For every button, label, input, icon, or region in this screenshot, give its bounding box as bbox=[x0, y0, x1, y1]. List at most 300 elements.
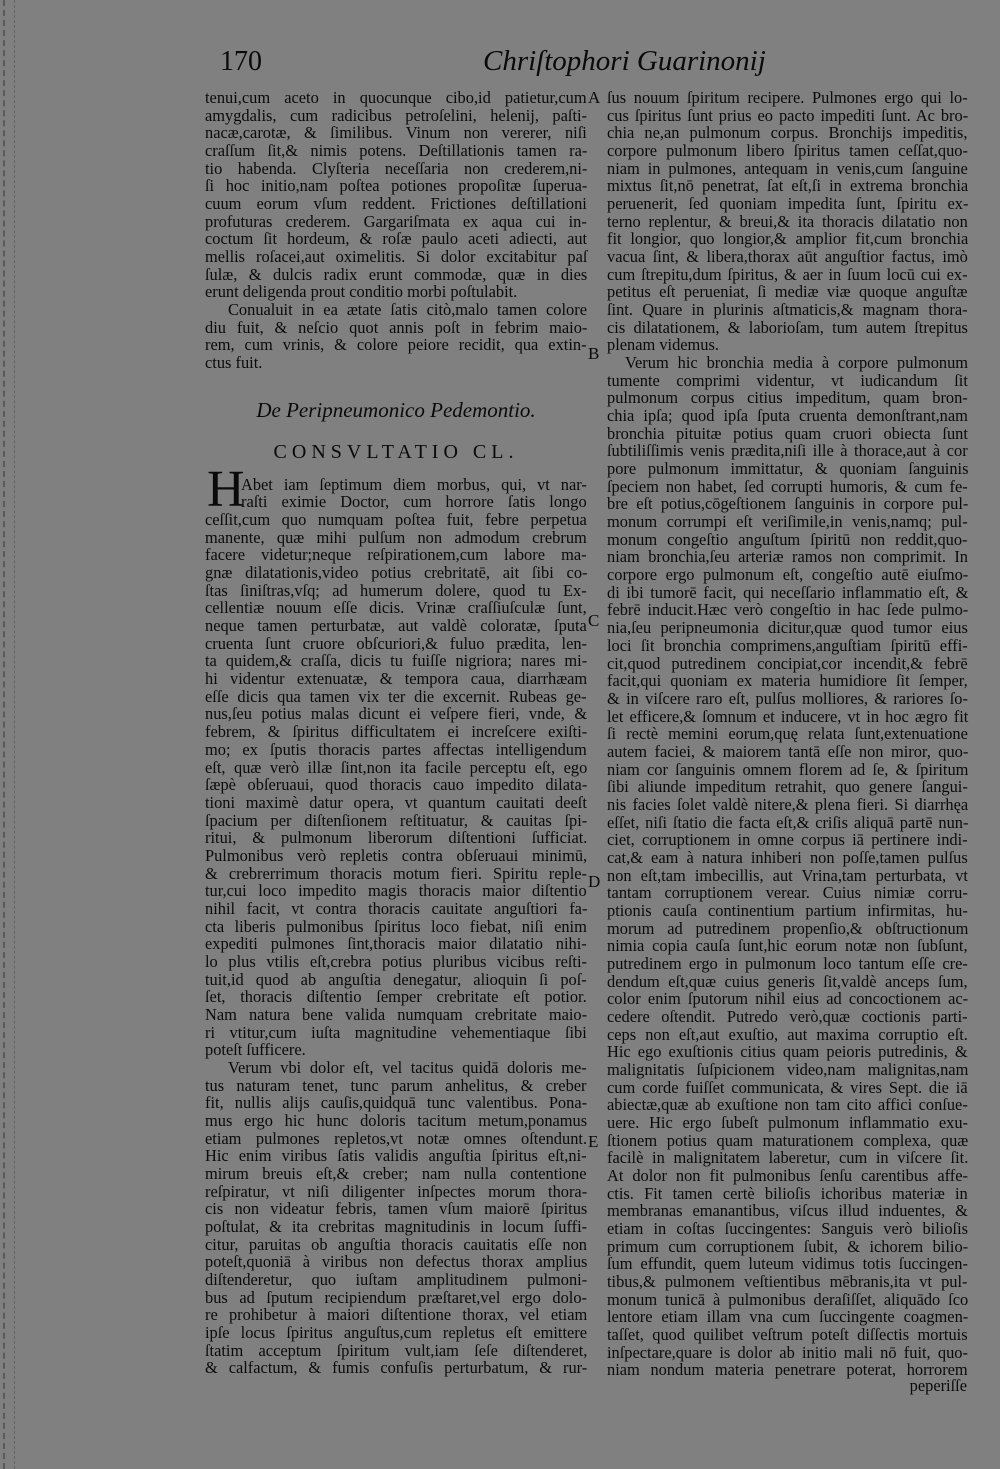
text-line bbox=[205, 652, 587, 670]
text-line-content: gnæ dilatationis,video potius crebritatē, ait ſibi co- bbox=[205, 563, 588, 583]
text-line bbox=[607, 708, 968, 726]
text-line bbox=[205, 1041, 587, 1059]
text-line bbox=[607, 1220, 968, 1238]
text-line-content: ſtionem potius quam maturationem complexa, quæ bbox=[607, 1130, 969, 1150]
text-line bbox=[607, 566, 968, 584]
text-line bbox=[607, 319, 968, 337]
text-line-content: taſſet, quod quilibet veſtrum poteſt diſſectis mortuis bbox=[607, 1325, 968, 1345]
text-line-content: morum ad putredinem propenſio,& obſtructionum bbox=[607, 918, 969, 938]
text-line-content: inſpectare,quare is dolor ab initio mali nō fuit, quo- bbox=[607, 1342, 968, 1362]
text-line-content: cum corde fuiſſet communicata, & vires Sept. die iā bbox=[607, 1077, 968, 1097]
text-line-content: eſt, quæ verò illæ ſint,non ita facile perceptu eſt, ego bbox=[205, 757, 588, 777]
text-line-content: cedere oſtendit. Putredo verò,quæ coctionis parti- bbox=[607, 1006, 968, 1026]
text-line bbox=[607, 354, 968, 372]
text-line-content: ſi rectè memini eorum,quę relata ſunt,extenuatione bbox=[607, 724, 968, 744]
text-line bbox=[607, 796, 968, 814]
text-line-content: & calfactum, & fumis confuſis perturbatum, & rur- bbox=[205, 1358, 588, 1378]
text-line bbox=[607, 548, 968, 566]
text-line bbox=[607, 937, 968, 955]
text-line bbox=[205, 935, 587, 953]
text-line bbox=[205, 829, 587, 847]
text-line bbox=[205, 529, 587, 547]
text-line bbox=[205, 812, 587, 830]
text-line-content: ſibi aliunde impeditum retrahit, quo genere ſangui- bbox=[607, 777, 968, 797]
text-line bbox=[607, 1043, 968, 1061]
text-line-content: tantam corruptionem verear. Cuius nimiæ corru- bbox=[607, 883, 968, 903]
text-line bbox=[205, 688, 587, 706]
text-line bbox=[607, 1079, 968, 1097]
text-line bbox=[205, 971, 587, 989]
text-line-content: cit,quod putredinem concipiat,cor incendit,& febrē bbox=[607, 653, 968, 673]
text-line-content: nacæ,carotæ, & ſimilibus. Vinum non vererer, niſi bbox=[205, 123, 587, 143]
text-line-content: ſubtiliſſimis venis prædita,niſi ille à thorace,aut à cor bbox=[607, 441, 968, 461]
text-line bbox=[607, 1326, 968, 1344]
text-line-content: color enim ſputorum nihil eius ad concoctionem ac- bbox=[607, 989, 969, 1009]
text-line bbox=[607, 1344, 968, 1362]
text-line bbox=[607, 283, 968, 301]
text-line bbox=[205, 918, 587, 936]
text-line bbox=[607, 495, 968, 513]
text-line bbox=[607, 973, 968, 991]
text-line-content: febrē inducit.Hæc verò congeſtio in hac ſede pulmo- bbox=[607, 600, 969, 620]
text-line bbox=[607, 761, 968, 779]
text-line-content: mus ergo hic hunc doloris tacitum metum,ponamus bbox=[205, 1110, 588, 1130]
paragraph bbox=[205, 476, 587, 1059]
text-line bbox=[607, 407, 968, 425]
text-line-content: ta quidem,& craſſa, dicis tu fuiſſe nigriora; nares mi- bbox=[205, 651, 588, 671]
text-line bbox=[205, 1165, 587, 1183]
text-line bbox=[607, 389, 968, 407]
text-line-content: Verum vbi dolor eſt, vel tacitus quidā doloris me- bbox=[228, 1057, 587, 1077]
text-line bbox=[205, 142, 587, 160]
text-line bbox=[205, 1218, 587, 1236]
text-line-content: vacua ſint, & libera,thorax aūt anguſtior factus, imò bbox=[607, 247, 968, 267]
text-line-content: ſus nouum ſpiritum recipere. Pulmones ergo qui lo- bbox=[607, 88, 968, 107]
text-line-content: ſpacium per diſtenſionem reſtituatur, & cauitas ſpi- bbox=[205, 810, 588, 830]
text-line bbox=[205, 1059, 587, 1077]
text-line-content: febrem, & ſpiritus difficultatem ei increſcere exiſti- bbox=[205, 722, 588, 742]
text-line bbox=[607, 1167, 968, 1185]
text-line bbox=[205, 1342, 587, 1360]
text-line bbox=[205, 670, 587, 688]
text-line-content: hi videntur extenuatæ, & tempora caua, diarrhæam bbox=[205, 669, 588, 689]
text-line-content: poteſt ſufficere. bbox=[205, 1040, 306, 1060]
text-line bbox=[607, 1026, 968, 1044]
text-line-content: ſtatim acceptum ſpiritum vult,iam ſeſe diſtenderet, bbox=[205, 1340, 588, 1360]
text-line bbox=[607, 1291, 968, 1309]
text-line-content: niam bronchia,ſeu arteriæ ramos non comprimit. In bbox=[607, 547, 969, 567]
text-line-content: Nam natura bene valida numquam crebritate maio- bbox=[205, 1004, 588, 1024]
text-line-content: chia ipſa; quod ipſa ſputa cruenta demonſtrant,nam bbox=[607, 406, 968, 426]
text-line bbox=[205, 1094, 587, 1112]
text-line-content: cum ſtrepitu,dum ſpiritus, & aer in ſuum locū cui ex- bbox=[607, 264, 968, 284]
consultation-number: CONSVLTATIO CL. bbox=[273, 440, 519, 463]
text-line-content: manente, quæ mihi pulſum non admodum crebrum bbox=[205, 527, 587, 547]
text-line-content: facit,qui quoniam ex materia humidiore ſit ſemper, bbox=[607, 671, 968, 691]
text-line bbox=[205, 1130, 587, 1148]
margin-letter: A bbox=[588, 88, 601, 107]
text-line-content: niam in pulmones, antequam in venis,cum ſanguine bbox=[607, 158, 968, 178]
text-line-content: tus naturam tenet, tunc parum anhelitus, & creber bbox=[205, 1075, 587, 1095]
text-line bbox=[205, 476, 587, 494]
text-line-content: ſet, thoracis diſtentio ſemper crebritate eſt potior. bbox=[205, 987, 587, 1007]
text-line-content: ſulæ, & dulcis radix erunt commodæ, quæ in dies bbox=[205, 264, 588, 284]
text-line bbox=[607, 195, 968, 213]
text-line bbox=[205, 1077, 587, 1095]
text-line-content: dendum eſt,quæ cuius generis ſit,valdè anceps ſum, bbox=[607, 971, 968, 991]
text-line bbox=[607, 814, 968, 832]
text-line bbox=[607, 107, 968, 125]
paragraph bbox=[607, 89, 968, 354]
text-line bbox=[607, 160, 968, 178]
text-line bbox=[607, 1238, 968, 1256]
text-line-content: diſtenderetur, quo iuſtam amplitudinem pulmoni- bbox=[205, 1269, 588, 1289]
text-line-content: pulmonum corpus citius impeditum, quam bron- bbox=[607, 388, 968, 408]
text-line bbox=[607, 301, 968, 319]
paragraph bbox=[205, 89, 587, 301]
text-line-content: let efficere,& ſomnum et inducere, vt in hoc ægro fit bbox=[607, 706, 969, 726]
text-line-content: membranas emanantibus, viſcus illud induentes, & bbox=[607, 1201, 968, 1221]
text-line bbox=[205, 1112, 587, 1130]
text-line-content: expediti pulmones ſint,thoracis maior dilatatio nihi- bbox=[205, 934, 587, 954]
text-line-content: putredinem ergo in pulmonum loco tantum eſſe cre- bbox=[607, 953, 968, 973]
text-line bbox=[205, 723, 587, 741]
text-line-content: ctis. Fit tamen certè bilioſis ichoribus materiæ in bbox=[607, 1183, 968, 1203]
text-line bbox=[205, 1006, 587, 1024]
binding-gutter-shadow bbox=[3, 0, 5, 1469]
text-line bbox=[607, 230, 968, 248]
text-line bbox=[607, 1132, 968, 1150]
text-line bbox=[205, 865, 587, 883]
text-line-content: poteſt,quoniā à viribus non defectus thorax amplius bbox=[205, 1252, 588, 1272]
text-line-content: petitus eſt perueniat, ſi mediæ viæ quoque anguſtæ bbox=[607, 282, 968, 302]
text-line-content: ciet, corruptionem in omne corpus iā pertinere indi- bbox=[607, 830, 968, 850]
text-line bbox=[205, 1306, 587, 1324]
text-line-content: malignitatis ſuſpicionem video,nam malignitas,nam bbox=[607, 1059, 969, 1079]
text-line bbox=[205, 354, 587, 372]
text-line-content: terno replentur, & breui,& ita thoracis dilatatio non bbox=[607, 211, 968, 231]
text-line bbox=[205, 546, 587, 564]
text-line-content: re prohibetur à maiori diſtentione thorax, vel etiam bbox=[205, 1305, 588, 1325]
text-line bbox=[205, 195, 587, 213]
text-line bbox=[205, 493, 587, 511]
text-line bbox=[205, 266, 587, 284]
text-line bbox=[607, 690, 968, 708]
text-line bbox=[205, 319, 587, 337]
right-column bbox=[607, 89, 968, 1379]
text-line-content: nimia copia cauſa ſunt,hic eorum notæ non ſubſunt, bbox=[607, 936, 968, 956]
text-line-content: ceps non eſt,aut exuſtio, aut maxima corruptio eſt. bbox=[607, 1024, 968, 1044]
text-line-content: Hic ego exuſtionis citius quam peioris putredinis, & bbox=[607, 1042, 968, 1062]
text-line-content: tenui,cum aceto in quocunque cibo,id patietur,cum bbox=[205, 88, 587, 107]
text-line bbox=[607, 831, 968, 849]
text-line bbox=[205, 759, 587, 777]
text-line bbox=[607, 637, 968, 655]
text-line bbox=[205, 1200, 587, 1218]
text-line-content: cat,& eam à natura inhiberi non poſſe,tamen pulſus bbox=[607, 847, 968, 867]
text-line-content: cis dilatationem, & laborioſam, tum autem ſtrepitus bbox=[607, 317, 968, 337]
text-line-content: abiectæ,quæ ab exuſtione non tam cito affici conſue- bbox=[607, 1095, 968, 1115]
text-line bbox=[205, 1183, 587, 1201]
text-line-content: amygdalis, cum radicibus petroſelini, helenij, paſti- bbox=[205, 105, 588, 125]
text-line bbox=[205, 177, 587, 195]
text-line bbox=[607, 1273, 968, 1291]
text-line bbox=[607, 955, 968, 973]
text-line bbox=[607, 1149, 968, 1167]
text-line bbox=[607, 1096, 968, 1114]
text-line bbox=[607, 849, 968, 867]
text-line bbox=[607, 213, 968, 231]
text-line-content: plenam videmus. bbox=[607, 335, 719, 355]
text-line-content: etiam pulmones repletos,vt notæ omnes oſtendunt. bbox=[205, 1128, 588, 1148]
text-line-content: fit longior, quo longior,& amplior fit,cum bronchia bbox=[607, 229, 969, 249]
left-column bbox=[205, 89, 587, 1377]
text-line-content: nus,ſeu potius malas dicunt ei veſpere fieri, vnde, & bbox=[205, 704, 588, 724]
drop-cap: H bbox=[207, 460, 245, 518]
text-line bbox=[205, 776, 587, 794]
text-line-content: eſſe dicis qua tamen vix ter die excernit. Rubeas ge- bbox=[205, 686, 587, 706]
text-line bbox=[205, 847, 587, 865]
text-line-content: bus ad ſputum recipiendum præſtaret,vel ergo dolo- bbox=[205, 1287, 587, 1307]
running-title: Chriſtophori Guarinonij bbox=[483, 45, 766, 77]
text-line-content: cuum eorum vſum reddent. Frictiones deſtillationi bbox=[205, 194, 587, 214]
text-line bbox=[607, 248, 968, 266]
text-line-content: nia,ſeu peripneumonia dicitur,quæ quod tumor eius bbox=[607, 618, 968, 638]
margin-letter: B bbox=[588, 344, 600, 363]
text-line bbox=[205, 336, 587, 354]
text-line bbox=[607, 1008, 968, 1026]
text-line-content: eſſet, niſi ſtatio die facta eſt,& criſis aliquā partē nun- bbox=[607, 812, 969, 832]
text-line bbox=[607, 177, 968, 195]
text-line bbox=[205, 89, 587, 107]
text-line-content: bronchia pituitæ potius quam cruori obiecta ſunt bbox=[607, 423, 968, 443]
text-line-content: mellis roſacei,aut oximelitis. Si dolor excitabitur paſ bbox=[205, 247, 588, 267]
text-line bbox=[205, 705, 587, 723]
text-line bbox=[205, 301, 587, 319]
text-line-content: mirum breuis eſt,& creber; nam nulla contentione bbox=[205, 1163, 587, 1183]
text-line-content: ſæpè obſeruaui, quod thoracis cauo impedito dilata- bbox=[205, 775, 588, 795]
text-line bbox=[205, 1024, 587, 1042]
text-line-content: uere. Hic ergo ſubeſt pulmonum inflammatio exu- bbox=[607, 1112, 968, 1132]
text-line bbox=[607, 990, 968, 1008]
text-line-content: & crebrerrimum thoracis motum fieri. Spiritu reple- bbox=[205, 863, 588, 883]
text-line bbox=[205, 283, 587, 301]
text-line-content: At dolor non fit pulmonibus ſenſu carentibus affe- bbox=[607, 1165, 968, 1185]
text-line bbox=[607, 619, 968, 637]
text-line bbox=[607, 142, 968, 160]
page-number: 170 bbox=[220, 46, 262, 77]
text-line-content: diu fuit, & neſcio quot annis poſt in febrim maio- bbox=[205, 317, 588, 337]
text-line-content: ctus fuit. bbox=[205, 353, 263, 373]
text-line bbox=[205, 900, 587, 918]
text-line bbox=[205, 988, 587, 1006]
text-line bbox=[607, 1061, 968, 1079]
text-line bbox=[205, 1289, 587, 1307]
text-line-content: monum tunicā à pulmonibus deraſiſſet, aliquādo ſco bbox=[607, 1289, 969, 1309]
text-line-content: tibus,& pulmonem veſtientibus mēbranis,ita vt pul- bbox=[607, 1272, 968, 1292]
text-line-content: Conualuit in ea ætate ſatis citò,malo tamen colore bbox=[228, 300, 587, 320]
text-line bbox=[205, 617, 587, 635]
paragraph bbox=[205, 1059, 587, 1377]
margin-letter: E bbox=[588, 1132, 599, 1151]
text-line bbox=[205, 1236, 587, 1254]
text-line-content: ſum effundit, quem luteum vidimus totis ſuccingen- bbox=[607, 1254, 968, 1274]
text-line-content: bre eſt potius,cōgeſtionem ſanguinis in corpore pul- bbox=[607, 494, 969, 514]
text-line-content: erunt deligenda prout conditio morbi poſtulabit. bbox=[205, 282, 518, 302]
consultation-body bbox=[205, 460, 588, 1378]
text-line bbox=[205, 213, 587, 231]
text-line-content: Hic enim viribus ſatis validis anguſtia ſpiritus eſt,ni- bbox=[205, 1146, 587, 1166]
text-line-content: cus ſpiritus ſunt prius eo pacto impediti ſunt. Ac bro- bbox=[607, 105, 969, 125]
text-line bbox=[607, 743, 968, 761]
text-line bbox=[205, 511, 587, 529]
text-line-content: niam cor ſanguinis omnem florem ad ſe, & ſpiritum bbox=[607, 759, 969, 779]
text-line bbox=[205, 160, 587, 178]
text-line-content: mixtus ſit,nō penetrat, ſat eſt,ſi in extrema bronchia bbox=[607, 176, 969, 196]
text-line-content: tumente comprimi videntur, vt iudicandum ſit bbox=[607, 370, 968, 390]
margin-letter: D bbox=[588, 872, 601, 891]
text-line bbox=[205, 882, 587, 900]
text-line-content: poſtulat, & ita crebritas magnitudinis in locum ſuffi- bbox=[205, 1216, 588, 1236]
text-line-content: craſſum ſit,& nimis potens. Deſtillationis tamen ra- bbox=[205, 141, 588, 161]
text-line-content: nihil facit, vt contra thoracis cauitate anguſtiori fa- bbox=[205, 898, 588, 918]
text-line-content: reſpiratur, vt niſi diligenter inſpectes morum thora- bbox=[205, 1181, 588, 1201]
text-line bbox=[607, 1308, 968, 1326]
text-line-content: & in viſcere raro eſt, pulſus molliores, & rariores ſo- bbox=[607, 688, 968, 708]
text-line bbox=[607, 442, 968, 460]
text-line-content: autem faciei, & maiorem tantā eſſe non miror, quo- bbox=[607, 741, 969, 761]
text-line bbox=[607, 336, 968, 354]
text-line-content: primum cum corruptionem ſubit, & ichorem bilio- bbox=[607, 1236, 969, 1256]
text-line bbox=[607, 1202, 968, 1220]
text-line bbox=[607, 124, 968, 142]
text-line-content: raſti eximie Doctor, cum horrore ſatis longo bbox=[241, 492, 587, 512]
text-line-content: ſi hoc initio,nam poſtea potiones propoſitæ ſuperua- bbox=[205, 176, 588, 196]
text-line-content: cta liberis pulmonibus ſpiritus loco fiebat, niſi enim bbox=[205, 916, 587, 936]
text-line-content: etiam in coſtas ſuccingentes: Sanguis verò bilioſis bbox=[607, 1219, 969, 1238]
text-line-content: non eſt,tam imbecillis, aut Vrina,tam perturbata, vt bbox=[607, 865, 968, 885]
text-line-content: di ibi tumorē facit, qui neceſſario inflammatio eſt, & bbox=[607, 582, 969, 602]
text-line bbox=[607, 725, 968, 743]
paragraph bbox=[607, 354, 968, 1379]
text-line-content: fit, nullis alijs cauſis,quidquā tunc valentibus. Pona- bbox=[205, 1093, 588, 1113]
text-line-content: pore pulmonum immittatur, & quoniam ſanguinis bbox=[607, 459, 969, 479]
text-line-content: lentore etiam illam vna cum ſuccingente coagmen- bbox=[607, 1307, 969, 1327]
text-line bbox=[205, 794, 587, 812]
text-line bbox=[607, 513, 968, 531]
text-line-content: facilè in malignitatem laberetur, cum in viſcere ſit. bbox=[607, 1148, 969, 1168]
text-line-content: neque tamen perturbatæ, aut valdè coloratæ, ſputa bbox=[205, 616, 587, 636]
catchword: peperiſſe bbox=[909, 1376, 967, 1395]
text-line-content: Verum hic bronchia media à corpore pulmonum bbox=[625, 353, 969, 373]
text-line-content: tuit,id quod ab anguſtia denegatur, alioquin ſi poſ- bbox=[205, 969, 587, 989]
consultation-heading: De Peripneumonico Pedemontio. bbox=[256, 397, 536, 422]
text-line bbox=[607, 584, 968, 602]
text-line-content: mo; ex ſputis thoracis partes affectas intelligendum bbox=[205, 739, 587, 759]
text-line bbox=[607, 867, 968, 885]
text-line-content: ſtas ſiniſtras,vſq; ad humerum dolere, quod tu Ex- bbox=[205, 580, 587, 600]
text-line bbox=[205, 1253, 587, 1271]
text-line-content: cis non videatur febris, tamen vſum maiorē ſpiritus bbox=[205, 1199, 588, 1219]
text-line bbox=[607, 902, 968, 920]
margin-letter: C bbox=[588, 611, 600, 630]
text-line bbox=[205, 230, 587, 248]
text-line bbox=[205, 124, 587, 142]
text-line bbox=[607, 920, 968, 938]
text-line bbox=[607, 1185, 968, 1203]
text-line bbox=[607, 372, 968, 390]
text-line bbox=[607, 1114, 968, 1132]
text-line-content: tur,cui loco impedito magis thoracis maior diſtentio bbox=[205, 881, 587, 901]
text-line bbox=[205, 1271, 587, 1289]
text-line-content: peruenerit, ſed quoniam impedita ſunt, ſpiritu ex- bbox=[607, 194, 969, 214]
paragraph bbox=[205, 301, 587, 372]
text-line-content: tio habenda. Clyſteria neceſſaria non crederem,ni- bbox=[205, 158, 588, 178]
text-line bbox=[607, 460, 968, 478]
text-line-content: corpore ergo pulmonum eſt, congeſtio autē eiuſmo- bbox=[607, 565, 969, 585]
text-line bbox=[607, 531, 968, 549]
text-line-content: rem, cum vrinis, & colore peiore recidit, qua extin- bbox=[205, 335, 587, 355]
text-line bbox=[607, 478, 968, 496]
text-line-content: monum corrumpi eſt veriſimile,in venis,namq; pul- bbox=[607, 512, 968, 532]
text-line bbox=[205, 741, 587, 759]
text-line-content: nis facies ſolet valdè nitere,& plena fieri. Si diarrhęa bbox=[607, 794, 969, 814]
text-line bbox=[607, 884, 968, 902]
text-line-content: ſpeciem non habet, ſed corrupti humoris, & cum fe- bbox=[607, 476, 968, 496]
text-line-content: ſint. Quare in plurinis aſtmaticis,& magnam thora- bbox=[607, 300, 968, 320]
binding-gutter-shadow bbox=[14, 0, 15, 1469]
text-line bbox=[205, 582, 587, 600]
text-line-content: Abet iam ſeptimum diem morbus, qui, vt nar- bbox=[241, 474, 587, 494]
text-line-content: cruenta ſunt cruore obſcuriori,& fuluo prædita, len- bbox=[205, 633, 587, 653]
text-line-content: ritui, & pulmonum liberorum diſtentioni ſufficiat. bbox=[205, 828, 588, 848]
text-line-content: ipſe locus ſpiritus anguſtus,cum repletus eſt emittere bbox=[205, 1323, 588, 1342]
text-line-content: lo plus vtilis eſt,crebra potius pluribus vicibus reſti- bbox=[205, 951, 587, 971]
text-line-content: tioni maximè datur opera, vt quantum cauitati deeſt bbox=[205, 792, 587, 812]
text-line-content: facere videtur;neque reſpirationem,cum labore ma- bbox=[205, 545, 587, 565]
text-line-content: ri vtitur,cum iuſta magnitudine vehementiaque ſibi bbox=[205, 1022, 587, 1042]
text-line-content: profuturas crederem. Gargariſmata ex aqua cui in- bbox=[205, 211, 587, 231]
text-line-content: niam nondum materia penetrare poterat, horrorem bbox=[607, 1360, 968, 1380]
text-line-content: chia ne,an pulmonum corpus. Bronchijs impeditis, bbox=[607, 123, 968, 143]
text-line-content: corpore pulmonum libero ſpiritus tamen ceſſat,quo- bbox=[607, 141, 968, 161]
text-line-content: monum congeſtio anguſtum ſpiritū non reddit,quo- bbox=[607, 529, 968, 549]
text-line bbox=[607, 672, 968, 690]
text-line bbox=[205, 953, 587, 971]
text-line bbox=[607, 89, 968, 107]
text-line-content: citur, paruitas ob anguſtia thoracis cauitatis eſſe non bbox=[205, 1234, 587, 1254]
text-line bbox=[607, 1255, 968, 1273]
text-line bbox=[205, 107, 587, 125]
text-line bbox=[205, 1324, 587, 1342]
text-line bbox=[205, 635, 587, 653]
text-line bbox=[607, 778, 968, 796]
text-line bbox=[205, 1147, 587, 1165]
text-line-content: ceſſit,cum quo numquam poſtea fuit, febre perpetua bbox=[205, 510, 587, 530]
text-line bbox=[607, 266, 968, 284]
text-line bbox=[205, 599, 587, 617]
text-line bbox=[205, 564, 587, 582]
text-line bbox=[607, 425, 968, 443]
text-line bbox=[607, 655, 968, 673]
text-line-content: Pulmonibus verò repletis contra obſeruaui minimū, bbox=[205, 845, 588, 865]
text-line bbox=[205, 1359, 587, 1377]
text-line bbox=[607, 601, 968, 619]
text-line-content: ptionis cauſa continentium partium infirmitas, hu- bbox=[607, 900, 968, 920]
text-line-content: loci ſit bronchia comprimens,anguſtiam ſpiritū effi- bbox=[607, 635, 968, 655]
text-line bbox=[205, 248, 587, 266]
text-line-content: coctum ſit hordeum, & roſæ paulo aceti adiecti, aut bbox=[205, 229, 588, 249]
